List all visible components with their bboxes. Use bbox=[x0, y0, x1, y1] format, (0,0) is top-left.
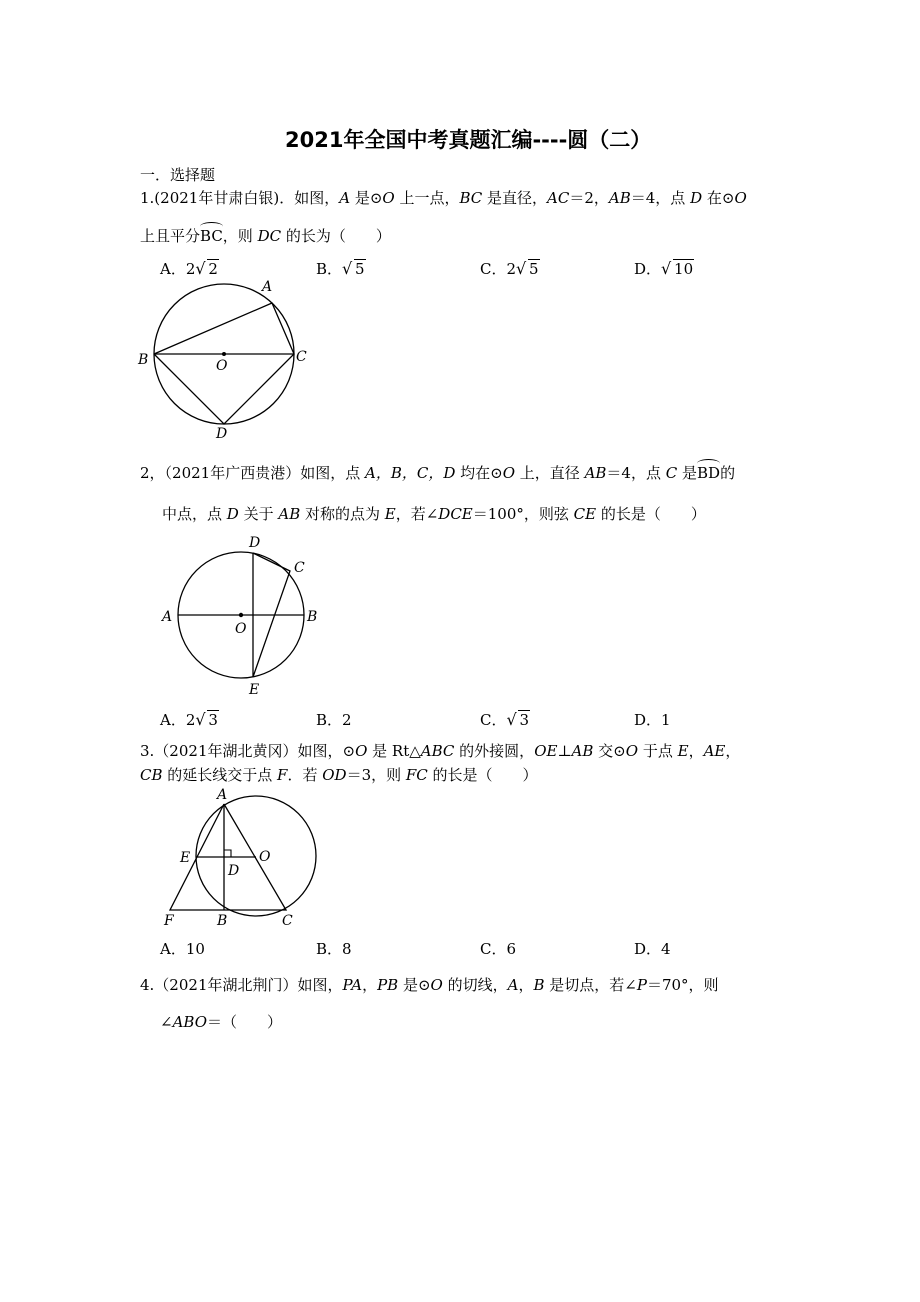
q3-label-d: D bbox=[228, 863, 240, 879]
q3-figure bbox=[160, 782, 330, 932]
q1-label-c: C bbox=[296, 349, 307, 365]
q1-option-c[interactable]: C．2 √ 5 bbox=[480, 259, 539, 278]
q1-line2: 上且平分BC，则 DC 的长为（ ） bbox=[140, 227, 391, 245]
q3-option-c[interactable]: C．6 bbox=[480, 940, 517, 958]
q3-line1: 3.（2021年湖北黄冈）如图，⊙O 是 Rt△ABC 的外接圆，OE⊥AB 交⊙O 于点 E，AE， bbox=[140, 742, 741, 760]
arc-bd: BD bbox=[697, 464, 721, 482]
q3-line2: CB 的延长线交于点 F．若 OD＝3，则 FC 的长是（ ） bbox=[140, 766, 538, 784]
q2-label-a: A bbox=[162, 609, 173, 625]
q2-option-d[interactable]: D．1 bbox=[634, 711, 671, 729]
q3-label-e: E bbox=[180, 850, 191, 866]
q2-label-o: O bbox=[235, 621, 247, 637]
q1-label-o: O bbox=[216, 358, 228, 374]
section-heading: 一．选择题 bbox=[140, 166, 216, 184]
q2-option-c[interactable]: C． √ 3 bbox=[480, 710, 530, 729]
page-title: 2021年全国中考真题汇编----圆（二） bbox=[285, 128, 652, 152]
q2-option-b[interactable]: B．2 bbox=[316, 711, 352, 729]
q4-line1: 4.（2021年湖北荆门）如图，PA，PB 是⊙O 的切线，A，B 是切点，若∠P＝70°，则 bbox=[140, 976, 719, 994]
q4-line2: ∠ABO＝（ ） bbox=[160, 1013, 283, 1031]
q3-option-d[interactable]: D．4 bbox=[634, 940, 671, 958]
q2-line1: 2，（2021年广西贵港）如图，点 A，B，C，D 均在⊙O 上，直径 AB＝4，点 C 是BD的 bbox=[140, 464, 736, 482]
q2-line2: 中点，点 D 关于 AB 对称的点为 E，若∠DCE＝100°，则弦 CE 的长是（ ） bbox=[162, 505, 706, 523]
q3-label-o: O bbox=[259, 849, 271, 865]
q3-option-a[interactable]: A．10 bbox=[160, 940, 205, 958]
q1-label-a: A bbox=[262, 279, 273, 295]
arc-bc: BC bbox=[200, 227, 223, 245]
q2-label-b: B bbox=[307, 609, 318, 625]
q1-option-d[interactable]: D． √ 10 bbox=[634, 259, 694, 278]
q3-option-b[interactable]: B．8 bbox=[316, 940, 352, 958]
q3-label-a: A bbox=[217, 787, 228, 803]
q2-label-e: E bbox=[249, 682, 260, 698]
q1-option-a[interactable]: A．2 √ 2 bbox=[160, 259, 218, 278]
q1-label-d: D bbox=[216, 426, 228, 442]
q2-label-d: D bbox=[249, 535, 261, 551]
q2-center-dot bbox=[239, 613, 243, 617]
q3-label-f: F bbox=[164, 913, 174, 929]
q1-label-b: B bbox=[138, 352, 149, 368]
q1-figure bbox=[130, 278, 315, 443]
q2-option-a[interactable]: A．2 √ 3 bbox=[160, 710, 218, 729]
q3-circle bbox=[196, 796, 316, 916]
q3-label-b: B bbox=[217, 913, 228, 929]
q3-label-c: C bbox=[282, 913, 293, 929]
q2-figure bbox=[155, 530, 330, 700]
q1-center-dot bbox=[222, 352, 226, 356]
q2-label-c: C bbox=[294, 560, 305, 576]
q3-right-angle-mark bbox=[224, 850, 231, 857]
q1-option-b[interactable]: B． √ 5 bbox=[316, 259, 365, 278]
q1-line1: 1.(2021年甘肃白银)．如图，A 是⊙O 上一点，BC 是直径，AC＝2，AB＝4，点 D 在⊙O bbox=[140, 189, 747, 207]
